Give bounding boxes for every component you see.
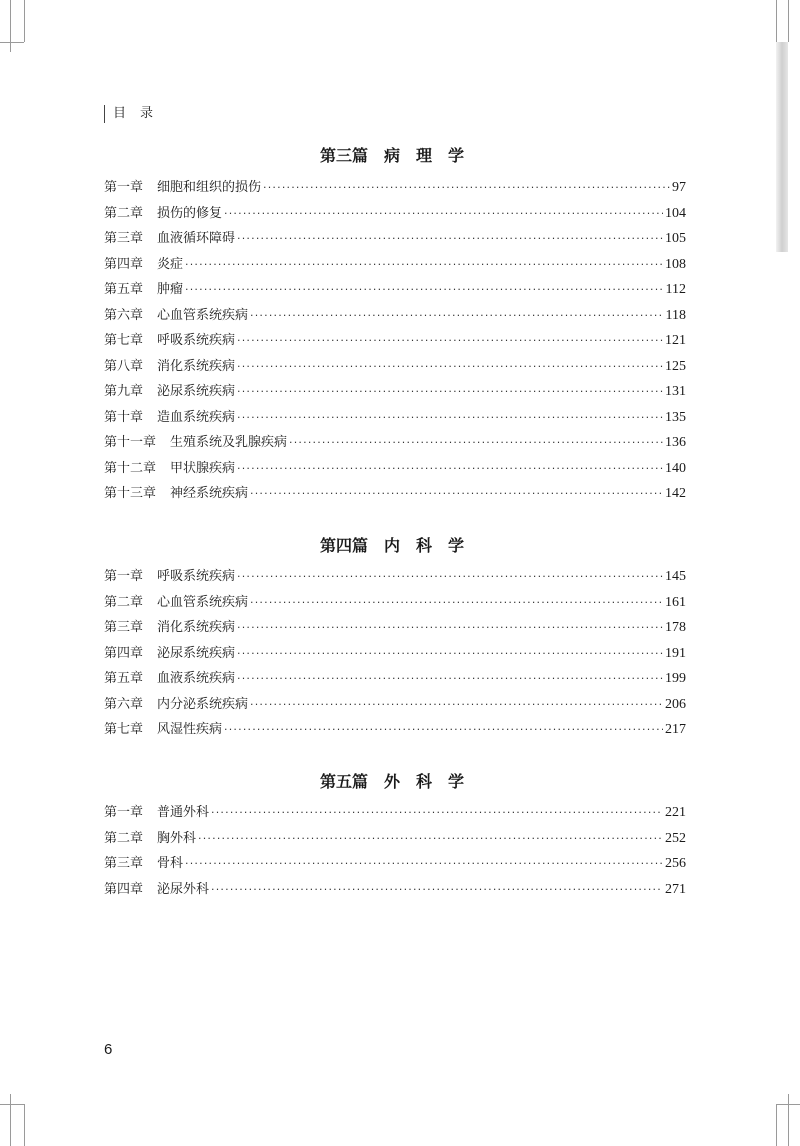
toc-chapter-number: 第十二章 bbox=[104, 460, 157, 476]
part-number: 第四篇 bbox=[319, 536, 368, 555]
dot-leader bbox=[237, 641, 663, 667]
dot-leader bbox=[237, 666, 663, 692]
toc-chapter-title: 泌尿系统疾病 bbox=[157, 384, 236, 399]
toc-chapter-title: 损伤的修复 bbox=[157, 205, 223, 221]
toc-page-number: 206 bbox=[665, 696, 686, 712]
toc-chapter-title: 风湿性疾病 bbox=[157, 722, 223, 737]
toc-page-number: 161 bbox=[665, 594, 686, 610]
page-number: 6 bbox=[104, 1041, 113, 1058]
toc-chapter-title: 泌尿系统疾病 bbox=[157, 645, 236, 661]
toc-entry[interactable] bbox=[104, 354, 686, 380]
toc-entry[interactable] bbox=[104, 800, 686, 826]
toc-chapter-number: 第六章 bbox=[104, 696, 144, 712]
toc-chapter-number: 第五章 bbox=[104, 282, 144, 297]
toc-chapter-title: 血液循环障碍 bbox=[157, 231, 236, 246]
crop-mark bbox=[788, 0, 789, 42]
toc-chapter-number: 第十章 bbox=[104, 409, 144, 425]
toc-page-number: 140 bbox=[665, 460, 686, 476]
toc-chapter-title: 血液系统疾病 bbox=[157, 671, 236, 686]
part-title bbox=[0, 143, 800, 166]
part-name: 病理学 bbox=[384, 146, 481, 165]
dot-leader bbox=[237, 379, 663, 405]
toc-chapter-number: 第一章 bbox=[104, 180, 144, 195]
toc-page-number: 118 bbox=[665, 307, 686, 323]
dot-leader bbox=[198, 826, 663, 852]
toc-page-number: 217 bbox=[665, 722, 686, 737]
toc-chapter-title: 心血管系统疾病 bbox=[157, 307, 249, 323]
crop-mark bbox=[0, 1104, 24, 1105]
crop-mark bbox=[10, 0, 11, 52]
dot-leader bbox=[237, 328, 663, 354]
toc-entry[interactable] bbox=[104, 328, 686, 354]
toc-page-number: 178 bbox=[665, 620, 686, 635]
toc-chapter-number: 第十一章 bbox=[104, 435, 157, 450]
dot-leader bbox=[237, 405, 663, 431]
part-name: 内科学 bbox=[384, 536, 481, 555]
dot-leader bbox=[185, 277, 663, 303]
dot-leader bbox=[211, 877, 663, 903]
toc-chapter-number: 第一章 bbox=[104, 805, 144, 820]
dot-leader bbox=[185, 851, 663, 877]
toc-page-number: 221 bbox=[665, 805, 686, 820]
dot-leader bbox=[250, 692, 663, 718]
crop-mark bbox=[788, 1094, 789, 1146]
toc-entry[interactable] bbox=[104, 303, 686, 329]
toc-chapter-title: 造血系统疾病 bbox=[157, 409, 236, 425]
crop-mark bbox=[10, 1094, 11, 1146]
toc-page-number: 121 bbox=[665, 333, 686, 348]
toc-page-number: 97 bbox=[672, 180, 686, 195]
toc-chapter-number: 第二章 bbox=[104, 830, 144, 846]
toc-entry[interactable] bbox=[104, 826, 686, 852]
toc-entry[interactable] bbox=[104, 175, 686, 201]
toc-page-number: 131 bbox=[665, 384, 686, 399]
toc-chapter-title: 消化系统疾病 bbox=[157, 620, 236, 635]
toc-page-number: 105 bbox=[665, 231, 686, 246]
toc-entry[interactable] bbox=[104, 641, 686, 667]
crop-mark bbox=[24, 0, 25, 42]
crop-mark bbox=[24, 1104, 25, 1146]
toc-entry[interactable] bbox=[104, 379, 686, 405]
toc-chapter-number: 第四章 bbox=[104, 881, 144, 897]
toc-entry[interactable] bbox=[104, 430, 686, 456]
toc-chapter-number: 第三章 bbox=[104, 231, 144, 246]
toc-page-number: 271 bbox=[665, 881, 686, 897]
toc-page-number: 135 bbox=[665, 409, 686, 425]
toc-entry[interactable] bbox=[104, 277, 686, 303]
toc-page-number: 142 bbox=[665, 486, 686, 501]
toc-entry[interactable] bbox=[104, 456, 686, 482]
crop-mark bbox=[776, 0, 777, 42]
toc-chapter-number: 第五章 bbox=[104, 671, 144, 686]
toc-chapter-title: 普通外科 bbox=[157, 805, 210, 820]
toc-chapter-title: 内分泌系统疾病 bbox=[157, 696, 249, 712]
dot-leader bbox=[237, 226, 663, 252]
toc-chapter-number: 第一章 bbox=[104, 569, 144, 584]
toc-page-number: 256 bbox=[665, 856, 686, 871]
toc-entry[interactable] bbox=[104, 481, 686, 507]
toc-chapter-title: 呼吸系统疾病 bbox=[157, 569, 236, 584]
toc-chapter-title: 神经系统疾病 bbox=[170, 486, 249, 501]
dot-leader bbox=[237, 354, 663, 380]
dot-leader bbox=[289, 430, 663, 456]
toc-chapter-number: 第七章 bbox=[104, 333, 144, 348]
toc-entry[interactable] bbox=[104, 252, 686, 278]
toc-chapter-title: 甲状腺疾病 bbox=[170, 460, 236, 476]
crop-mark bbox=[776, 1104, 777, 1146]
part-title bbox=[0, 533, 800, 556]
part-title bbox=[0, 769, 800, 792]
toc-chapter-title: 肿瘤 bbox=[157, 282, 184, 297]
dot-leader bbox=[250, 590, 663, 616]
toc-chapter-number: 第九章 bbox=[104, 384, 144, 399]
toc-entry[interactable] bbox=[104, 692, 686, 718]
toc-chapter-number: 第二章 bbox=[104, 594, 144, 610]
toc-chapter-number: 第十三章 bbox=[104, 486, 157, 501]
toc-chapter-title: 呼吸系统疾病 bbox=[157, 333, 236, 348]
part-number: 第五篇 bbox=[319, 772, 368, 791]
toc-entry[interactable] bbox=[104, 405, 686, 431]
crop-mark bbox=[0, 42, 24, 43]
toc-chapter-number: 第四章 bbox=[104, 256, 144, 272]
toc-chapter-title: 胸外科 bbox=[157, 830, 197, 846]
toc-page-number: 125 bbox=[665, 358, 686, 374]
dot-leader bbox=[250, 481, 663, 507]
toc-list bbox=[104, 175, 686, 507]
dot-leader bbox=[237, 615, 663, 641]
toc-chapter-number: 第三章 bbox=[104, 856, 144, 871]
dot-leader bbox=[211, 800, 663, 826]
dot-leader bbox=[185, 252, 663, 278]
dot-leader bbox=[250, 303, 663, 329]
toc-page-number: 136 bbox=[665, 435, 686, 450]
toc-chapter-title: 泌尿外科 bbox=[157, 881, 210, 897]
toc-chapter-title: 细胞和组织的损伤 bbox=[157, 180, 262, 195]
toc-entry[interactable] bbox=[104, 851, 686, 877]
part-name: 外科学 bbox=[384, 772, 481, 791]
toc-chapter-number: 第六章 bbox=[104, 307, 144, 323]
toc-entry[interactable] bbox=[104, 615, 686, 641]
toc-page-number: 104 bbox=[665, 205, 686, 221]
toc-page-number: 191 bbox=[665, 645, 686, 661]
toc-chapter-number: 第二章 bbox=[104, 205, 144, 221]
toc-entry[interactable] bbox=[104, 564, 686, 590]
dot-leader bbox=[224, 201, 663, 227]
toc-chapter-title: 炎症 bbox=[157, 256, 184, 272]
running-header: 目录 bbox=[104, 105, 167, 123]
toc-entry[interactable] bbox=[104, 226, 686, 252]
toc-page-number: 145 bbox=[665, 569, 686, 584]
toc-entry[interactable] bbox=[104, 877, 686, 903]
toc-page-number: 112 bbox=[665, 282, 686, 297]
toc-chapter-title: 心血管系统疾病 bbox=[157, 594, 249, 610]
dot-leader bbox=[263, 175, 670, 201]
toc-page-number: 252 bbox=[665, 830, 686, 846]
toc-entry[interactable] bbox=[104, 201, 686, 227]
toc-chapter-title: 消化系统疾病 bbox=[157, 358, 236, 374]
toc-chapter-title: 生殖系统及乳腺疾病 bbox=[170, 435, 288, 450]
toc-chapter-title: 骨科 bbox=[157, 856, 184, 871]
toc-entry[interactable] bbox=[104, 717, 686, 743]
dot-leader bbox=[224, 717, 663, 743]
dot-leader bbox=[237, 564, 663, 590]
part-number: 第三篇 bbox=[319, 146, 368, 165]
toc-chapter-number: 第三章 bbox=[104, 620, 144, 635]
toc-page-number: 199 bbox=[665, 671, 686, 686]
toc-page-number: 108 bbox=[665, 256, 686, 272]
toc-chapter-number: 第八章 bbox=[104, 358, 144, 374]
toc-entry[interactable] bbox=[104, 666, 686, 692]
dot-leader bbox=[237, 456, 663, 482]
toc-chapter-number: 第四章 bbox=[104, 645, 144, 661]
toc-entry[interactable] bbox=[104, 590, 686, 616]
toc-list bbox=[104, 564, 686, 743]
toc-chapter-number: 第七章 bbox=[104, 722, 144, 737]
toc-list bbox=[104, 800, 686, 902]
